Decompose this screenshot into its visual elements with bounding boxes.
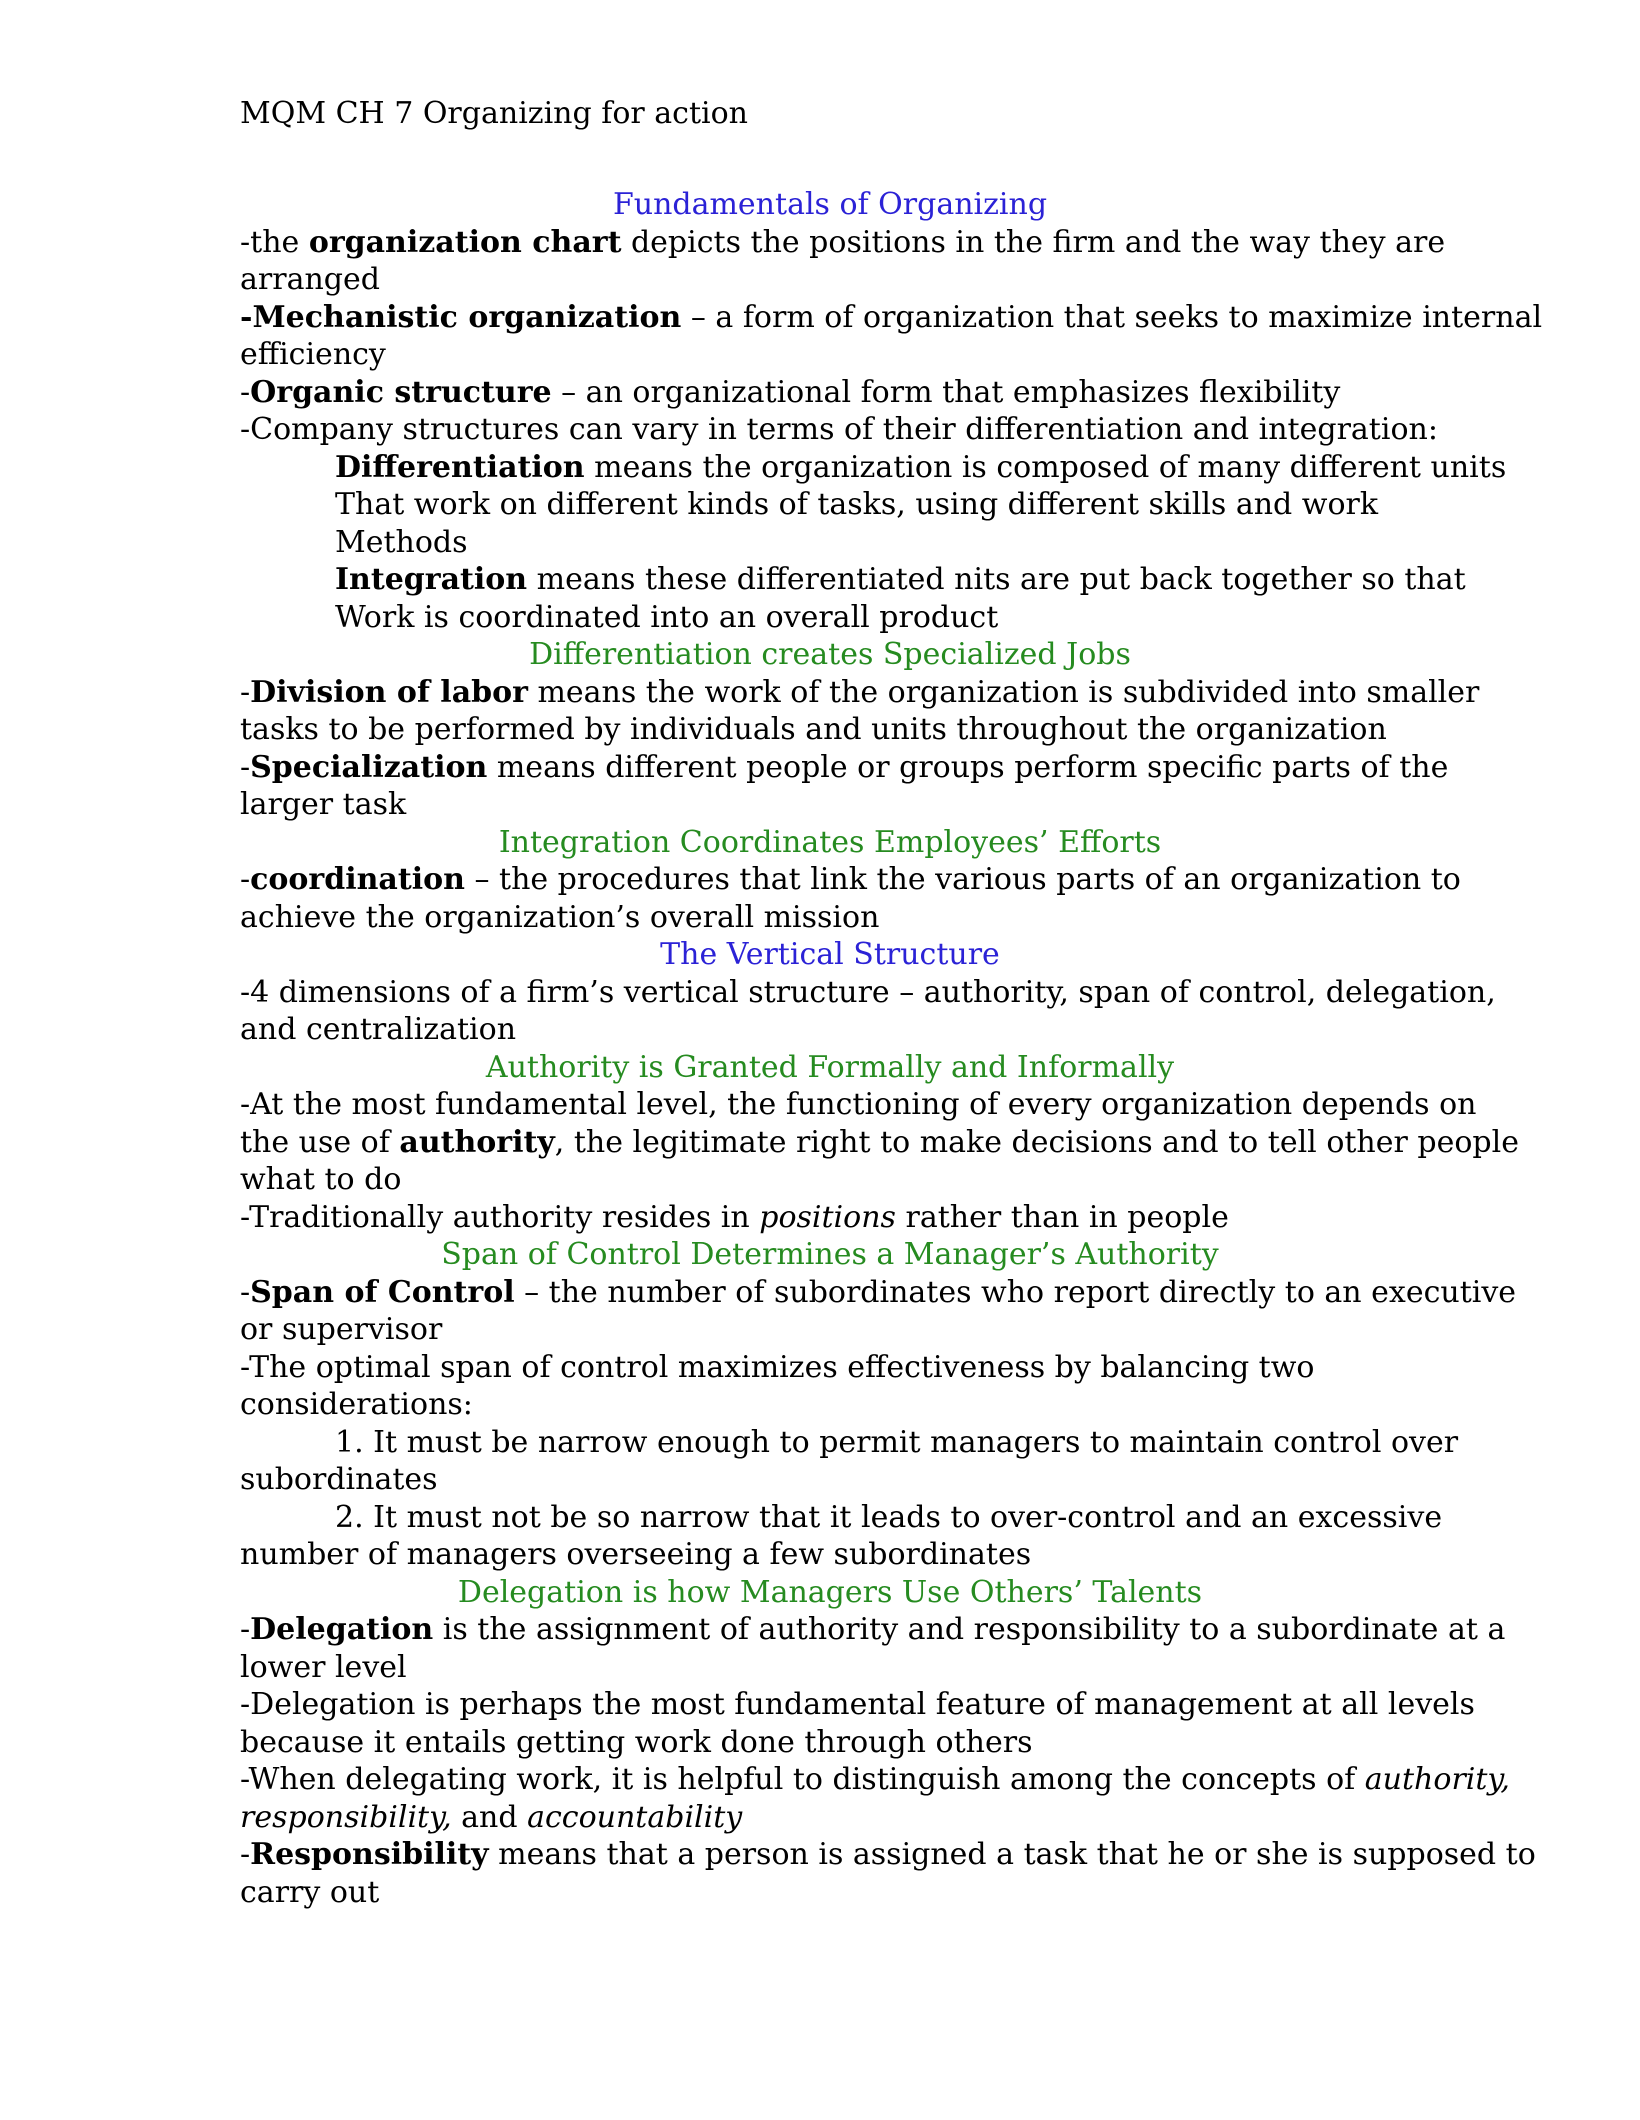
document-page <box>240 90 1543 1911</box>
mechanistic-line-2: efficiency <box>240 337 386 372</box>
sub-heading-authority: Authority is Granted Formally and Informally <box>485 1049 1175 1085</box>
text: means these differentiated nits are put back together so that <box>527 562 1466 597</box>
term-coordination: coordination <box>250 862 465 897</box>
org-chart-line-2: arranged <box>240 262 380 297</box>
text: - <box>240 374 251 410</box>
text: the use of <box>240 1124 400 1160</box>
authority-line-3: what to do <box>240 1162 402 1197</box>
org-chart-line-1 <box>240 224 1446 262</box>
term-division-of-labor: Division of labor <box>250 674 528 710</box>
text: - <box>240 674 251 710</box>
integration-line-2: Work is coordinated into an overall product <box>335 599 999 635</box>
delegation-line-1 <box>240 1611 1506 1649</box>
authority-line-1: -At the most fundamental level, the functioning of every organization depends on <box>240 1087 1477 1122</box>
when-delegating-line-2 <box>240 1799 1420 1837</box>
sub-heading-specialized-jobs: Differentiation creates Specialized Jobs <box>529 637 1131 672</box>
when-delegating-line-1 <box>240 1761 1510 1799</box>
emphasis-accountability: accountability <box>527 1799 743 1835</box>
term-authority: authority <box>399 1124 555 1160</box>
optimal-line-2: considerations: <box>240 1387 473 1422</box>
term-organic-structure: Organic structure <box>250 374 552 410</box>
text: – the procedures that link the various parts of an organization to <box>464 862 1461 897</box>
emphasis-positions: positions <box>759 1199 896 1235</box>
term-specialization: Specialization <box>250 749 488 785</box>
section-heading-vertical: The Vertical Structure <box>660 937 1000 972</box>
coordination-line-2: achieve the organization’s overall mission <box>240 899 880 935</box>
span-line-2: or supervisor <box>240 1312 443 1347</box>
emphasis-authority: authority, <box>1364 1762 1510 1797</box>
term-delegation: Delegation <box>250 1612 434 1647</box>
text: – the number of subordinates who report directly to an executive <box>514 1274 1517 1310</box>
list-item-1-line-1: 1. It must be narrow enough to permit managers to maintain control over <box>335 1424 1459 1460</box>
span-line-1 <box>240 1274 1517 1312</box>
text: means different people or groups perform specific parts of the <box>487 749 1449 785</box>
text: and <box>451 1799 528 1835</box>
text: , the legitimate right to make decisions and to tell other people <box>554 1124 1519 1160</box>
responsibility-line-1 <box>240 1836 1536 1874</box>
text: - <box>240 1274 251 1310</box>
text: is the assignment of authority and responsibility to a subordinate at a <box>433 1612 1506 1647</box>
authority-line-2 <box>240 1124 1519 1162</box>
differentiation-line-1 <box>240 449 1507 487</box>
term-differentiation: Differentiation <box>335 449 585 485</box>
dimensions-line-2: and centralization <box>240 1012 517 1047</box>
text: - <box>240 749 251 785</box>
document-title: MQM CH 7 Organizing for action <box>240 96 749 131</box>
text: -When delegating work, it is helpful to distinguish among the concepts of <box>240 1762 1365 1797</box>
dimensions-line-1: -4 dimensions of a firm’s vertical structure – authority, span of control, delegation, <box>240 974 1496 1010</box>
integration-line-1 <box>240 561 1466 599</box>
list-item-1-line-2: subordinates <box>240 1462 438 1497</box>
term-responsibility: Responsibility <box>250 1837 489 1872</box>
blank-line <box>240 138 1420 186</box>
organic-line <box>240 374 1420 412</box>
sub-heading-span-of-control: Span of Control Determines a Manager’s Authority <box>441 1237 1219 1272</box>
section-heading-fundamentals: Fundamentals of Organizing <box>612 187 1048 222</box>
text: -Traditionally authority resides in <box>240 1199 760 1235</box>
responsibility-line-2: carry out <box>240 1874 380 1910</box>
text: means that a person is assigned a task that he or she is supposed to <box>488 1837 1536 1872</box>
optimal-line-1: -The optimal span of control maximizes effectiveness by balancing two <box>240 1349 1315 1385</box>
text: - <box>240 1837 251 1872</box>
text: means the work of the organization is subdivided into smaller <box>527 674 1480 710</box>
emphasis-responsibility: responsibility, <box>240 1799 452 1835</box>
specialization-line-1 <box>240 749 1449 787</box>
traditionally-line <box>240 1199 1420 1237</box>
differentiation-line-2: That work on different kinds of tasks, using different skills and work <box>335 487 1379 522</box>
fundamental-line-2: because it entails getting work done through others <box>240 1724 1033 1760</box>
sub-heading-delegation: Delegation is how Managers Use Others’ Talents <box>457 1574 1203 1610</box>
text: - <box>240 862 251 897</box>
sub-heading-integration: Integration Coordinates Employees’ Efforts <box>498 824 1162 860</box>
fundamental-line-1: -Delegation is perhaps the most fundamental feature of management at all levels <box>240 1687 1475 1722</box>
text: - <box>240 1612 251 1647</box>
differentiation-line-3: Methods <box>335 524 468 560</box>
term-organization-chart: organization chart <box>308 224 622 260</box>
mechanistic-line-1 <box>240 299 1543 337</box>
text: means the organization is composed of many different units <box>584 449 1507 485</box>
term-mechanistic-organization: -Mechanistic organization <box>240 299 682 335</box>
delegation-line-2: lower level <box>240 1649 407 1685</box>
list-item-2-line-1: 2. It must not be so narrow that it leads to over-control and an excessive <box>335 1499 1443 1535</box>
division-line-1 <box>240 674 1480 712</box>
company-structures-line: -Company structures can vary in terms of their differentiation and integration: <box>240 412 1438 447</box>
text: – an organizational form that emphasizes flexibility <box>551 374 1341 410</box>
list-item-2-line-2: number of managers overseeing a few subordinates <box>240 1537 1032 1572</box>
term-integration: Integration <box>335 562 528 597</box>
term-span-of-control: Span of Control <box>250 1274 515 1310</box>
specialization-line-2: larger task <box>240 787 407 822</box>
text: rather than in people <box>895 1199 1229 1235</box>
coordination-line-1 <box>240 861 1461 899</box>
text: – a form of organization that seeks to maximize internal <box>681 299 1543 335</box>
division-line-2: tasks to be performed by individuals and units throughout the organization <box>240 712 1387 747</box>
text: -the <box>240 224 309 260</box>
text: depicts the positions in the firm and the way they are <box>621 224 1446 260</box>
